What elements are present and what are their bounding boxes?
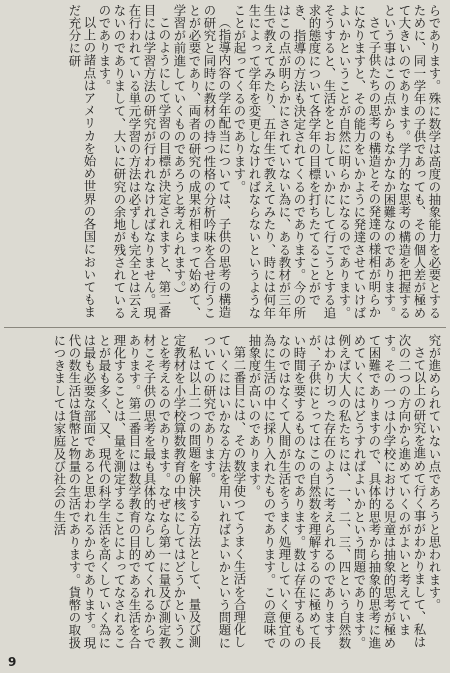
- bottom-text-block: [6, 334, 442, 652]
- page-number: 9: [8, 655, 17, 669]
- paragraph: らであります。殊に数学は高度の抽象能力を必要とするために、同一学年の子供であっても、その個人差が極めて大きいのであります。学力的な思考の構造を把握するという事はこの点からもなかなか困難なのであります。: [382, 4, 442, 319]
- paragraph: さて以上の研究を進めて行く事がわかりまして、私は次の二つの方向から進めていくのがよいと考えています。その一つは小学校における児童は抽象的思考が極めて困難でありますので、具体的思考から抽象的思考に進めていくにはどうすればよいかという問題であります。例えば大人の私たちには、一、二、三、四という自然数はわかり切った存在のように考えられるのでありますが、子供にとってはこの自然数を理解するのに極めて長い時間を要するものなのであります。数は存在するものなのではなくて人間が生活をうまく処理していく便宜の為に生活の中に採り入れたものであります。この意味で抽象度が高いのであります。: [247, 334, 427, 649]
- paragraph: 第二番目には、その数学使つてうまく生活を合理化していくにはいかなる方法を用いればよいかという問題についての研究であります。: [202, 334, 247, 649]
- paragraph: 私は以上二つの問題を解決する方法として、量及び測定教材を小学校算数教育の中核にしてはどうかということを考えるのであります。なぜなら第一に量及び測定教材こそ子供の思考を最も具体的ならしめてくれるからであります。第二番目には数学教育の目的である生活を合理化することは、量を測定することによってなされることが最も多く、又、現代の科学生活を高くしていく為には最も必要な部面であると思われるからであります。現代の数生活は貨幣と物量の生活であります。貨幣の取扱につきましては家庭及び社会の生活: [52, 334, 202, 649]
- top-text-block: [6, 4, 442, 322]
- paragraph: このようにして学習の目標が決定されますと、第二番目には学習方法の研究が行われなければなりません。現在行われている単元学習の方法は必ずしも完全とは云えないのでありまして、大いに研究の余地が残されているのであります。: [97, 4, 172, 319]
- paragraph: さて子供たちの思考の構造とその発達の様相が明らかになりますと、その能力をいかように発達させていけばよいかということが自然に明らかになるのであります。そうすると、生活をとおしていかにして行こうとする追求的態度について各学年の目標を打ちたてることができ、指導の方法も決定されてくるのであります。今の所はこの点が明らかにされていない為に、ある教材が三年生で教えてみたり、五年生で教えてみたり、時には何年生によって学年を変更しなければならないというようなことが起ってくるのであります。: [232, 4, 382, 319]
- paragraph: 究が進められていない点であろうと思われます。: [427, 334, 442, 612]
- column-divider: [4, 327, 446, 328]
- paragraph: 以上の諸点はアメリカを始め世界の各国においてもまだ充分に研: [67, 4, 97, 319]
- paragraph: （指導内容の学年配当については、子供の思考の構造の研究と同時に教材の持つ性格の分析吟味を合せ行うことが必要であり、両者の研究の成果が相まって始めて、学習が前進していくものであろうと考えられます。）: [172, 4, 232, 319]
